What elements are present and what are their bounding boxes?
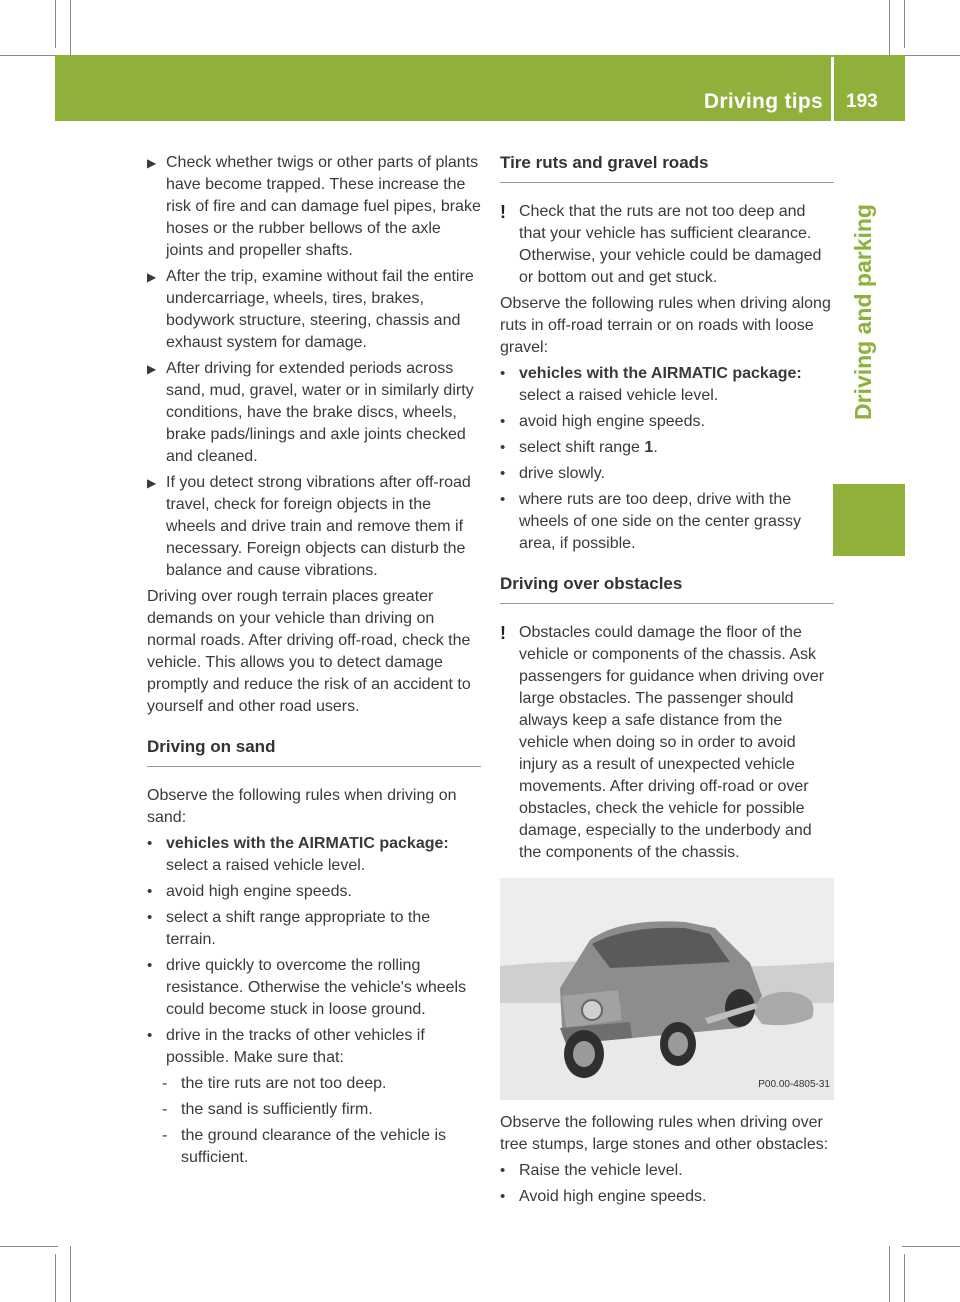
list-item: • vehicles with the AIRMATIC package: select a raised vehicle level. <box>500 365 802 404</box>
bullet-icon: • <box>500 439 506 456</box>
header-divider <box>831 57 834 121</box>
crop-mark <box>904 0 905 48</box>
bullet-icon: • <box>500 491 506 508</box>
ruts-intro: Observe the following rules when driving along ruts in off-road terrain or on roads with loose gravel: <box>500 295 831 356</box>
body-paragraph: Driving over rough terrain places greater demands on your vehicle than driving on normal roads. After driving off-road, check the vehicle. This allows you to detect damage promptly and reduce the risk of an accident to yourself and other road users. <box>147 588 471 715</box>
bullet-icon: • <box>500 1162 506 1179</box>
warning-icon: ! <box>500 202 506 222</box>
warning-note: ! Check that the ruts are not too deep and that your vehicle has sufficient clearance. Otherwise, your vehicle could be damaged or bottom out and get stuck. <box>500 202 822 286</box>
dash-icon: - <box>162 1101 168 1118</box>
figure-label: P00.00-4805-31 <box>758 1079 830 1090</box>
obstacles-intro: Observe the following rules when driving over tree stumps, large stones and other obstacles: <box>500 1114 829 1153</box>
list-item: • drive in the tracks of other vehicles if possible. Make sure that: <box>147 1027 425 1066</box>
arrow-icon: ▶ <box>147 270 157 284</box>
crop-mark <box>70 1246 71 1302</box>
instruction-item: ▶ After the trip, examine without fail the entire undercarriage, wheels, tires, brakes, bodywork structure, steering, chassis and exhaust system for damage. <box>147 268 474 351</box>
crop-mark <box>55 0 56 48</box>
list-item: • vehicles with the AIRMATIC package: select a raised vehicle level. <box>147 835 449 874</box>
list-item: • Raise the vehicle level. <box>500 1160 834 1182</box>
heading-driving-over-obstacles: Driving over obstacles <box>500 573 834 604</box>
chapter-tab-label: Driving and parking <box>850 204 876 420</box>
section-title: Driving tips <box>703 90 823 113</box>
crop-mark <box>55 1254 56 1302</box>
dash-icon: - <box>162 1127 168 1144</box>
instruction-item: ▶ Check whether twigs or other parts of plants have become trapped. These increase the risk of fire and can damage fuel pipes, brake hoses or the rubber bellows of the axle joints and propeller shafts. <box>147 154 481 259</box>
arrow-icon: ▶ <box>147 476 157 490</box>
instruction-item: ▶ After driving for extended periods across sand, mud, gravel, water or in similarly dirty conditions, have the brake discs, wheels, brake pads/linings and axle joints checked and cleaned. <box>147 360 474 465</box>
bullet-icon: • <box>147 909 153 926</box>
arrow-icon: ▶ <box>147 362 157 376</box>
list-item: • drive quickly to overcome the rolling resistance. Otherwise the vehicle's wheels could become stuck in loose ground. <box>147 957 467 1018</box>
warning-icon: ! <box>500 623 506 643</box>
crop-mark <box>0 1246 58 1247</box>
crop-mark <box>889 0 890 58</box>
list-item: • select shift range 1. <box>500 437 834 459</box>
list-item: • Avoid high engine speeds. <box>500 1186 834 1208</box>
list-item: • where ruts are too deep, drive with the wheels of one side on the center grassy area, if possible. <box>500 491 801 552</box>
heading-tire-ruts: Tire ruts and gravel roads <box>500 152 834 183</box>
bullet-icon: • <box>500 1188 506 1205</box>
warning-note: ! Obstacles could damage the floor of the vehicle or components of the chassis. Ask passengers for guidance when driving over large obstacles. The passenger should always keep a safe distance from the vehicle when doing so in order to avoid injury as a result of unexpected vehicle movements. After driving off-road or over obstacles, check the vehicle for possible damage, especially to the underbody and the components of the chassis. <box>500 623 825 861</box>
bullet-icon: • <box>147 957 153 974</box>
right-column <box>500 152 834 1212</box>
bullet-icon: • <box>500 413 506 430</box>
sub-list-item: - the ground clearance of the vehicle is sufficient. <box>162 1127 447 1166</box>
crop-mark <box>902 1246 960 1247</box>
crop-mark <box>70 0 71 58</box>
bullet-icon: • <box>147 835 153 852</box>
sub-list-item: - the sand is sufficiently firm. <box>147 1099 481 1121</box>
bullet-icon: • <box>147 883 153 900</box>
page-number: 193 <box>846 91 878 112</box>
chapter-tab-block <box>833 484 905 556</box>
bullet-icon: • <box>500 465 506 482</box>
crop-mark <box>904 1254 905 1302</box>
left-column <box>147 152 481 1173</box>
crop-mark <box>902 55 960 56</box>
list-item: • select a shift range appropriate to the terrain. <box>147 909 431 948</box>
arrow-icon: ▶ <box>147 156 157 170</box>
heading-driving-on-sand: Driving on sand <box>147 736 481 767</box>
instruction-item: ▶ If you detect strong vibrations after off-road travel, check for foreign objects in the wheels and drive train and remove them if necessary. Foreign objects can disturb the balance and cause vibrations. <box>147 474 471 579</box>
bullet-icon: • <box>500 365 506 382</box>
list-item: • avoid high engine speeds. <box>500 411 834 433</box>
list-item: • drive slowly. <box>500 463 834 485</box>
sand-intro: Observe the following rules when driving on sand: <box>147 787 457 826</box>
crop-mark <box>0 55 58 56</box>
suv-obstacle-illustration <box>500 878 834 1100</box>
list-item: • avoid high engine speeds. <box>147 881 481 903</box>
crop-mark <box>889 1246 890 1302</box>
sub-list-item: - the tire ruts are not too deep. <box>147 1073 481 1095</box>
dash-icon: - <box>162 1075 168 1092</box>
bullet-icon: • <box>147 1027 153 1044</box>
